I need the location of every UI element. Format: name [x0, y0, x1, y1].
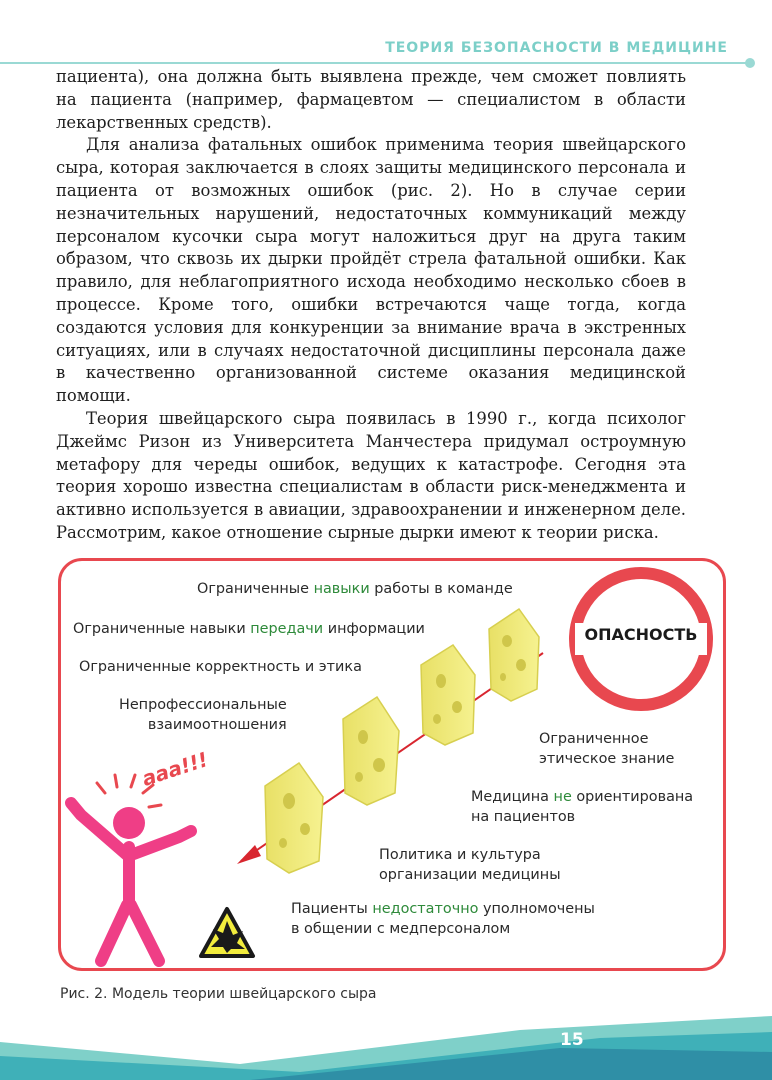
screaming-person-icon	[71, 803, 191, 961]
label-policy-culture-line2: организации медицины	[379, 867, 561, 883]
label-policy-culture-line1: Политика и культура	[379, 847, 541, 863]
label-communication-highlight: передачи	[250, 621, 324, 637]
label-policy-culture	[379, 845, 561, 885]
body-text	[56, 66, 686, 545]
label-ethical-knowledge-line2: этическое знание	[539, 751, 675, 767]
label-patient-empowerment-part3: уполномочены	[478, 901, 595, 917]
swiss-cheese-figure	[58, 558, 726, 971]
label-communication-part1: Ограниченные навыки	[73, 621, 251, 637]
scream-text: ааа!!!	[138, 747, 211, 791]
header-title: ТЕОРИЯ БЕЗОПАСНОСТИ В МЕДИЦИНЕ	[385, 40, 728, 56]
label-patient-orientation-part3: ориентирована	[571, 789, 694, 805]
label-teamwork-highlight: навыки	[313, 581, 370, 597]
label-patient-empowerment-highlight: недостаточно	[372, 901, 479, 917]
label-ethics: Ограниченные корректность и этика	[79, 659, 362, 675]
error-arrow-head	[237, 845, 261, 864]
figure-caption: Рис. 2. Модель теории швейцарского сыра	[60, 986, 377, 1002]
cheese-slice-2	[343, 697, 399, 805]
label-ethical-knowledge-line1: Ограниченное	[539, 731, 649, 747]
cheese-slice-3	[421, 645, 475, 745]
cheese-slice-1	[265, 763, 323, 873]
label-teamwork-part3: работы в команде	[369, 581, 513, 597]
label-patient-empowerment-line2: в общении с медперсоналом	[291, 921, 511, 937]
paragraph-1: пациента), она должна быть выявлена прежде, чем сможет повлиять на пациента (например, фармацевтом — специалистом в области лекарственных средств).	[56, 67, 686, 132]
label-patient-orientation	[471, 787, 693, 827]
label-patient-orientation-line2: на пациентов	[471, 809, 576, 825]
footer-band	[0, 1012, 772, 1080]
header-dot	[745, 58, 755, 68]
label-relations-line1: Непрофессиональные	[119, 697, 287, 713]
running-header	[0, 36, 772, 66]
label-patient-empowerment	[291, 899, 595, 939]
label-teamwork	[197, 579, 513, 599]
label-patient-orientation-highlight: не	[553, 789, 572, 805]
header-rule	[0, 62, 752, 64]
label-teamwork-part1: Ограниченные	[197, 581, 314, 597]
danger-sign-text: ОПАСНОСТЬ	[584, 625, 698, 644]
label-patient-orientation-part1: Медицина	[471, 789, 554, 805]
label-patient-empowerment-part1: Пациенты	[291, 901, 373, 917]
paragraph-2: Для анализа фатальных ошибок применима теория швейцарского сыра, которая заключается в слоях защиты медицинского персонала и пациента от возможных ошибок (рис. 2). Но в случае серии незначительных нарушений, недостаточных коммуникаций между персоналом кусочки сыра могут наложиться друг на друга таким образом, что сквозь их дырки пройдёт стрела фатальной ошибки. Как правило, для неблагоприятного исхода необходимо несколько сбоев в процессе. Кроме того, ошибки встречаются чаще тогда, когда создаются условия для конкуренции за внимание врача в экстренных ситуациях, или в случаях недостаточной дисциплины персонала даже в качественно организованной системе оказания медицинской помощи.	[56, 135, 686, 406]
explosion-warning-icon	[201, 909, 253, 956]
label-relations-line2: взаимоотношения	[147, 717, 287, 733]
label-relations	[119, 695, 287, 735]
label-ethical-knowledge	[539, 729, 674, 769]
label-communication-part3: информации	[323, 621, 425, 637]
page-number: 15	[560, 1030, 584, 1050]
paragraph-3: Теория швейцарского сыра появилась в 1990 г., когда психолог Джеймс Ризон из Университета Манчестера придумал остроумную метафору для череды ошибок, ведущих к катастрофе. Сегодня эта теория хорошо известна специалистам в области риск-менеджмента и активно используется в авиации, здравоохранении и инженерном деле. Рассмотрим, какое отношение сырные дырки имеют к теории риска.	[56, 408, 686, 542]
cheese-slice-4	[489, 609, 539, 701]
label-communication	[73, 619, 425, 639]
